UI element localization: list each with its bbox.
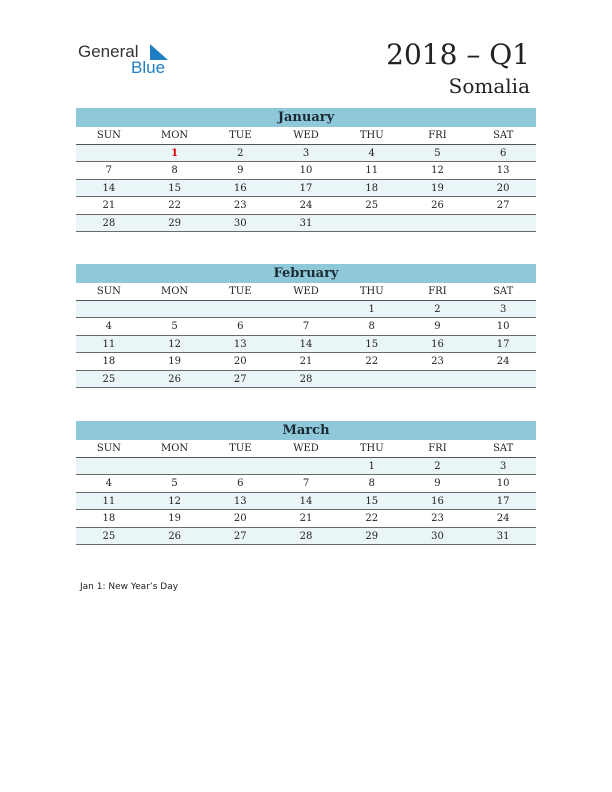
weekday-label: MON bbox=[160, 286, 189, 297]
weekday-label: SAT bbox=[493, 443, 514, 454]
day-cell: 1 bbox=[368, 460, 375, 472]
day-cell: 10 bbox=[496, 321, 510, 332]
day-cell bbox=[76, 145, 142, 162]
week-row bbox=[76, 336, 536, 354]
day-cell: 8 bbox=[171, 165, 178, 176]
day-cell: 25 bbox=[102, 373, 116, 385]
day-cell bbox=[339, 371, 405, 388]
weekday-label: SAT bbox=[493, 130, 514, 141]
day-cell: 13 bbox=[233, 338, 247, 350]
day-cell: 15 bbox=[168, 182, 181, 194]
day-cell bbox=[76, 301, 142, 318]
logo-text-general: General bbox=[78, 42, 139, 61]
day-cell: 20 bbox=[496, 182, 510, 194]
day-cell: 30 bbox=[233, 217, 247, 229]
day-cell: 22 bbox=[365, 356, 379, 367]
day-cell: 15 bbox=[365, 338, 379, 350]
day-cell: 13 bbox=[496, 165, 510, 176]
day-cell: 2 bbox=[434, 303, 441, 315]
weekday-label: FRI bbox=[428, 443, 447, 454]
day-cell: 19 bbox=[431, 182, 444, 194]
weekday-label: THU bbox=[359, 130, 384, 141]
day-cell bbox=[273, 301, 339, 318]
day-cell bbox=[470, 215, 536, 232]
logo-text-blue: Blue bbox=[131, 58, 166, 77]
day-cell: 21 bbox=[299, 513, 313, 524]
weekday-label: FRI bbox=[428, 286, 447, 297]
day-cell: 21 bbox=[299, 356, 313, 367]
day-cell: 1 bbox=[171, 147, 179, 159]
day-cell: 16 bbox=[233, 182, 247, 194]
day-cell: 20 bbox=[233, 513, 247, 524]
day-cell: 4 bbox=[105, 321, 113, 332]
weekday-header-row bbox=[76, 283, 536, 301]
day-cell: 2 bbox=[237, 147, 244, 159]
weekday-label: MON bbox=[160, 443, 189, 454]
month-header: January bbox=[76, 108, 536, 127]
day-cell: 11 bbox=[102, 495, 116, 507]
week-row bbox=[76, 301, 536, 319]
day-cell: 17 bbox=[496, 338, 510, 350]
page-title: 2018 – Q1 bbox=[386, 38, 530, 71]
day-cell: 11 bbox=[365, 165, 379, 176]
day-cell: 18 bbox=[102, 356, 116, 367]
day-cell: 16 bbox=[431, 495, 444, 507]
month-calendar-february bbox=[76, 264, 536, 388]
day-cell bbox=[207, 458, 273, 475]
day-cell: 4 bbox=[105, 478, 113, 489]
day-cell: 12 bbox=[168, 495, 181, 507]
weekday-label: THU bbox=[359, 286, 384, 297]
day-cell: 5 bbox=[171, 478, 178, 489]
day-cell: 3 bbox=[499, 303, 507, 315]
day-cell bbox=[142, 458, 208, 475]
day-cell: 21 bbox=[102, 200, 116, 211]
weekday-label: SUN bbox=[96, 286, 121, 297]
month-header: February bbox=[76, 264, 536, 283]
day-cell: 9 bbox=[434, 478, 441, 489]
week-row bbox=[76, 162, 536, 180]
week-row bbox=[76, 371, 536, 389]
day-cell: 3 bbox=[302, 147, 310, 159]
weekday-header-row bbox=[76, 127, 536, 145]
week-row bbox=[76, 318, 536, 336]
weekday-label: TUE bbox=[229, 130, 252, 141]
day-cell: 7 bbox=[105, 165, 113, 176]
weekday-label: TUE bbox=[229, 443, 252, 454]
day-cell: 12 bbox=[168, 338, 181, 350]
day-cell bbox=[405, 215, 471, 232]
day-cell: 19 bbox=[168, 513, 181, 524]
day-cell: 12 bbox=[431, 165, 444, 176]
week-row bbox=[76, 528, 536, 546]
day-cell: 28 bbox=[299, 373, 313, 385]
day-cell: 27 bbox=[233, 373, 247, 385]
day-cell: 1 bbox=[368, 303, 375, 315]
month-calendar-january bbox=[76, 108, 536, 232]
day-cell: 27 bbox=[233, 530, 247, 542]
day-cell: 14 bbox=[102, 182, 116, 194]
day-cell: 18 bbox=[365, 182, 379, 194]
week-row bbox=[76, 353, 536, 371]
week-row bbox=[76, 215, 536, 233]
day-cell bbox=[405, 371, 471, 388]
day-cell: 9 bbox=[434, 321, 441, 332]
day-cell: 10 bbox=[299, 165, 313, 176]
day-cell: 23 bbox=[431, 356, 444, 367]
day-cell: 24 bbox=[496, 513, 510, 524]
month-calendar-march bbox=[76, 421, 536, 545]
day-cell: 15 bbox=[365, 495, 379, 507]
week-row bbox=[76, 145, 536, 163]
day-cell: 29 bbox=[365, 530, 379, 542]
day-cell: 7 bbox=[302, 321, 310, 332]
day-cell: 30 bbox=[431, 530, 444, 542]
day-cell: 31 bbox=[496, 530, 510, 542]
day-cell: 6 bbox=[237, 478, 244, 489]
weekday-label: THU bbox=[359, 443, 384, 454]
day-cell: 28 bbox=[102, 217, 116, 229]
day-cell: 23 bbox=[233, 200, 247, 211]
weekday-label: TUE bbox=[229, 286, 252, 297]
day-cell: 14 bbox=[299, 338, 313, 350]
day-cell bbox=[273, 458, 339, 475]
week-row bbox=[76, 180, 536, 198]
day-cell: 26 bbox=[168, 530, 181, 542]
day-cell: 22 bbox=[365, 513, 379, 524]
day-cell: 8 bbox=[368, 321, 375, 332]
weekday-label: MON bbox=[160, 130, 189, 141]
week-row bbox=[76, 475, 536, 493]
holiday-note: Jan 1: New Year’s Day bbox=[80, 582, 179, 592]
week-row bbox=[76, 458, 536, 476]
day-cell: 17 bbox=[496, 495, 510, 507]
day-cell: 3 bbox=[499, 460, 507, 472]
day-cell bbox=[76, 458, 142, 475]
day-cell: 29 bbox=[168, 217, 181, 229]
day-cell: 26 bbox=[431, 200, 444, 211]
month-header: March bbox=[76, 421, 536, 440]
day-cell bbox=[339, 215, 405, 232]
day-cell: 2 bbox=[434, 460, 441, 472]
day-cell: 22 bbox=[168, 200, 181, 211]
week-row bbox=[76, 510, 536, 528]
day-cell: 10 bbox=[496, 478, 510, 489]
day-cell: 6 bbox=[237, 321, 244, 332]
day-cell: 20 bbox=[233, 356, 247, 367]
day-cell: 25 bbox=[365, 200, 379, 211]
day-cell: 23 bbox=[431, 513, 444, 524]
logo bbox=[78, 42, 178, 78]
day-cell: 24 bbox=[299, 200, 313, 211]
weekday-label: WED bbox=[293, 443, 319, 454]
day-cell: 28 bbox=[299, 530, 313, 542]
day-cell: 31 bbox=[299, 217, 313, 229]
day-cell: 4 bbox=[368, 147, 375, 159]
day-cell: 17 bbox=[299, 182, 313, 194]
day-cell bbox=[142, 301, 208, 318]
day-cell: 18 bbox=[102, 513, 116, 524]
day-cell: 26 bbox=[168, 373, 181, 385]
day-cell bbox=[470, 371, 536, 388]
day-cell: 8 bbox=[368, 478, 375, 489]
weekday-label: FRI bbox=[428, 130, 447, 141]
country-subtitle: Somalia bbox=[448, 74, 530, 98]
weekday-label: WED bbox=[293, 286, 319, 297]
day-cell: 5 bbox=[434, 147, 441, 159]
weekday-label: SUN bbox=[96, 443, 121, 454]
day-cell bbox=[207, 301, 273, 318]
day-cell: 24 bbox=[496, 356, 510, 367]
day-cell: 25 bbox=[102, 530, 116, 542]
weekday-label: SAT bbox=[493, 286, 514, 297]
day-cell: 27 bbox=[496, 200, 510, 211]
day-cell: 19 bbox=[168, 356, 181, 367]
day-cell: 6 bbox=[499, 147, 507, 159]
day-cell: 5 bbox=[171, 321, 178, 332]
weekday-header-row bbox=[76, 440, 536, 458]
weekday-label: SUN bbox=[96, 130, 121, 141]
day-cell: 13 bbox=[233, 495, 247, 507]
weekday-label: WED bbox=[293, 130, 319, 141]
week-row bbox=[76, 197, 536, 215]
day-cell: 7 bbox=[302, 478, 310, 489]
day-cell: 11 bbox=[102, 338, 116, 350]
day-cell: 9 bbox=[237, 165, 244, 176]
day-cell: 16 bbox=[431, 338, 444, 350]
day-cell: 14 bbox=[299, 495, 313, 507]
week-row bbox=[76, 493, 536, 511]
